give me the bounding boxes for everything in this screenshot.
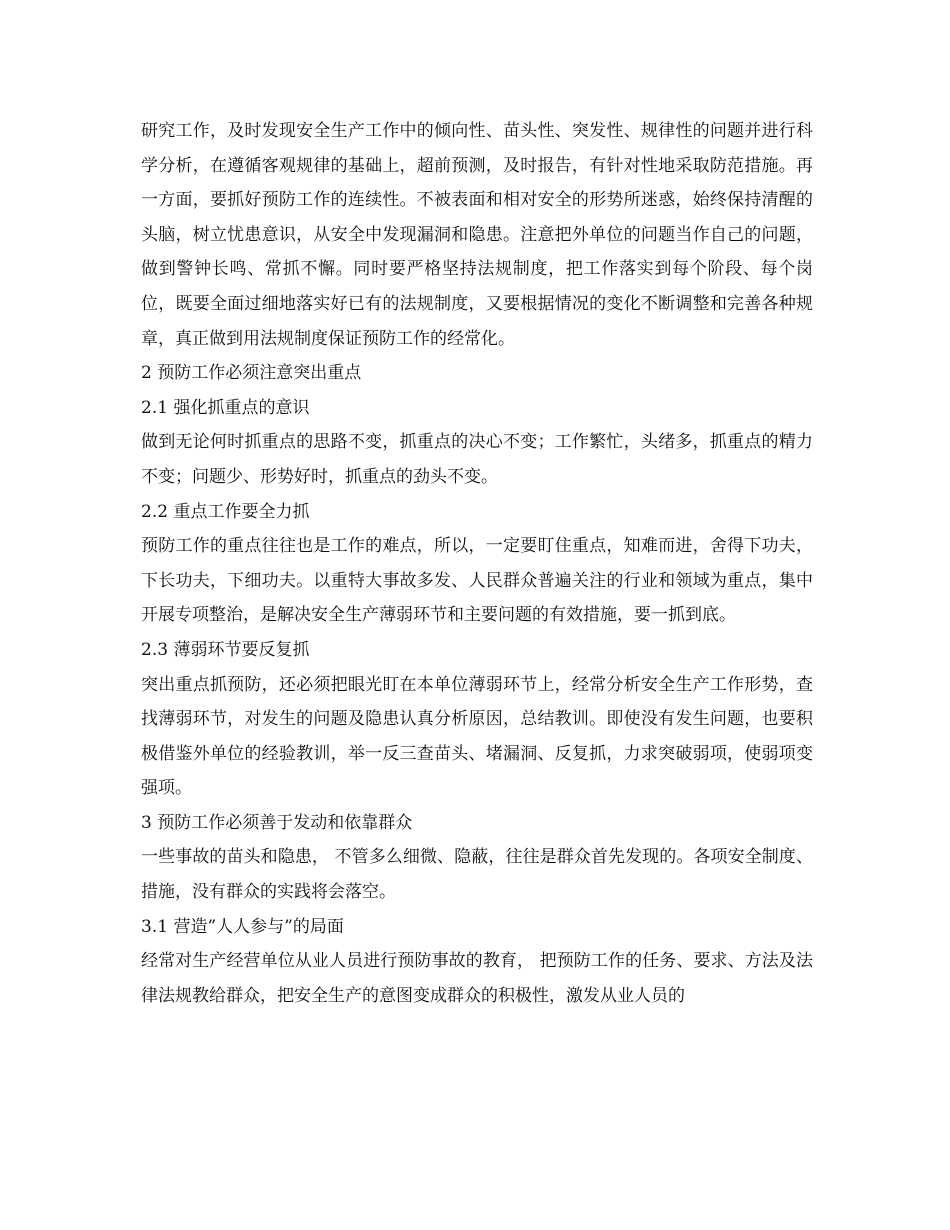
subsection-heading: 3.1 营造”人人参与”的局面 [141,916,344,937]
body-paragraph: 突出重点抓预防，还必须把眼光盯在本单位薄弱环节上，经常分析安全生产工作形势，查找薄弱环节，对发生的问题及隐患认真分析原因，总结教训。即使没有发生问题，也要积极借鉴外单位的经验教训，举一反三查苗头、堵漏洞、反复抓，力求突破弱项，使弱项变强项。 [141,674,813,799]
document-body [141,114,813,1013]
body-paragraph: 经常对生产经营单位从业人员进行预防事故的教育， 把预防工作的任务、要求、方法及法律法规教给群众，把安全生产的意图变成群众的积极性，激发从业人员的 [141,951,813,1006]
subsection-heading: 2.3 薄弱环节要反复抓 [141,639,310,660]
subsection-heading: 2.1 强化抓重点的意识 [141,397,310,418]
body-paragraph: 研究工作，及时发现安全生产工作中的倾向性、苗头性、突发性、规律性的问题并进行科学分析，在遵循客观规律的基础上，超前预测，及时报告，有针对性地采取防范措施。再一方面，要抓好预防工作的连续性。不被表面和相对安全的形势所迷惑，始终保持清醒的头脑，树立忧患意识，从安全中发现漏洞和隐患。注意把外单位的问题当作自己的问题，做到警钟长鸣、常抓不懈。同时要严格坚持法规制度，把工作落实到每个阶段、每个岗位，既要全面过细地落实好已有的法规制度，又要根据情况的变化不断调整和完善各种规章，真正做到用法规制度保证预防工作的经常化。 [141,121,813,349]
body-paragraph: 预防工作的重点往往也是工作的难点，所以，一定要盯住重点，知难而进，舍得下功夫，下长功夫，下细功夫。以重特大事故多发、人民群众普遍关注的行业和领域为重点，集中开展专项整治，是解决安全生产薄弱环节和主要问题的有效措施，要一抓到底。 [141,536,813,626]
section-heading: 2 预防工作必须注意突出重点 [141,363,362,384]
body-paragraph: 做到无论何时抓重点的思路不变，抓重点的决心不变；工作繁忙，头绪多，抓重点的精力不变；问题少、形势好时，抓重点的劲头不变。 [141,432,813,487]
body-paragraph: 一些事故的苗头和隐患， 不管多么细微、隐蔽，往往是群众首先发现的。各项安全制度、措施，没有群众的实践将会落空。 [141,847,813,903]
subsection-heading: 2.2 重点工作要全力抓 [141,501,310,522]
section-heading: 3 预防工作必须善于发动和依靠群众 [141,812,413,833]
